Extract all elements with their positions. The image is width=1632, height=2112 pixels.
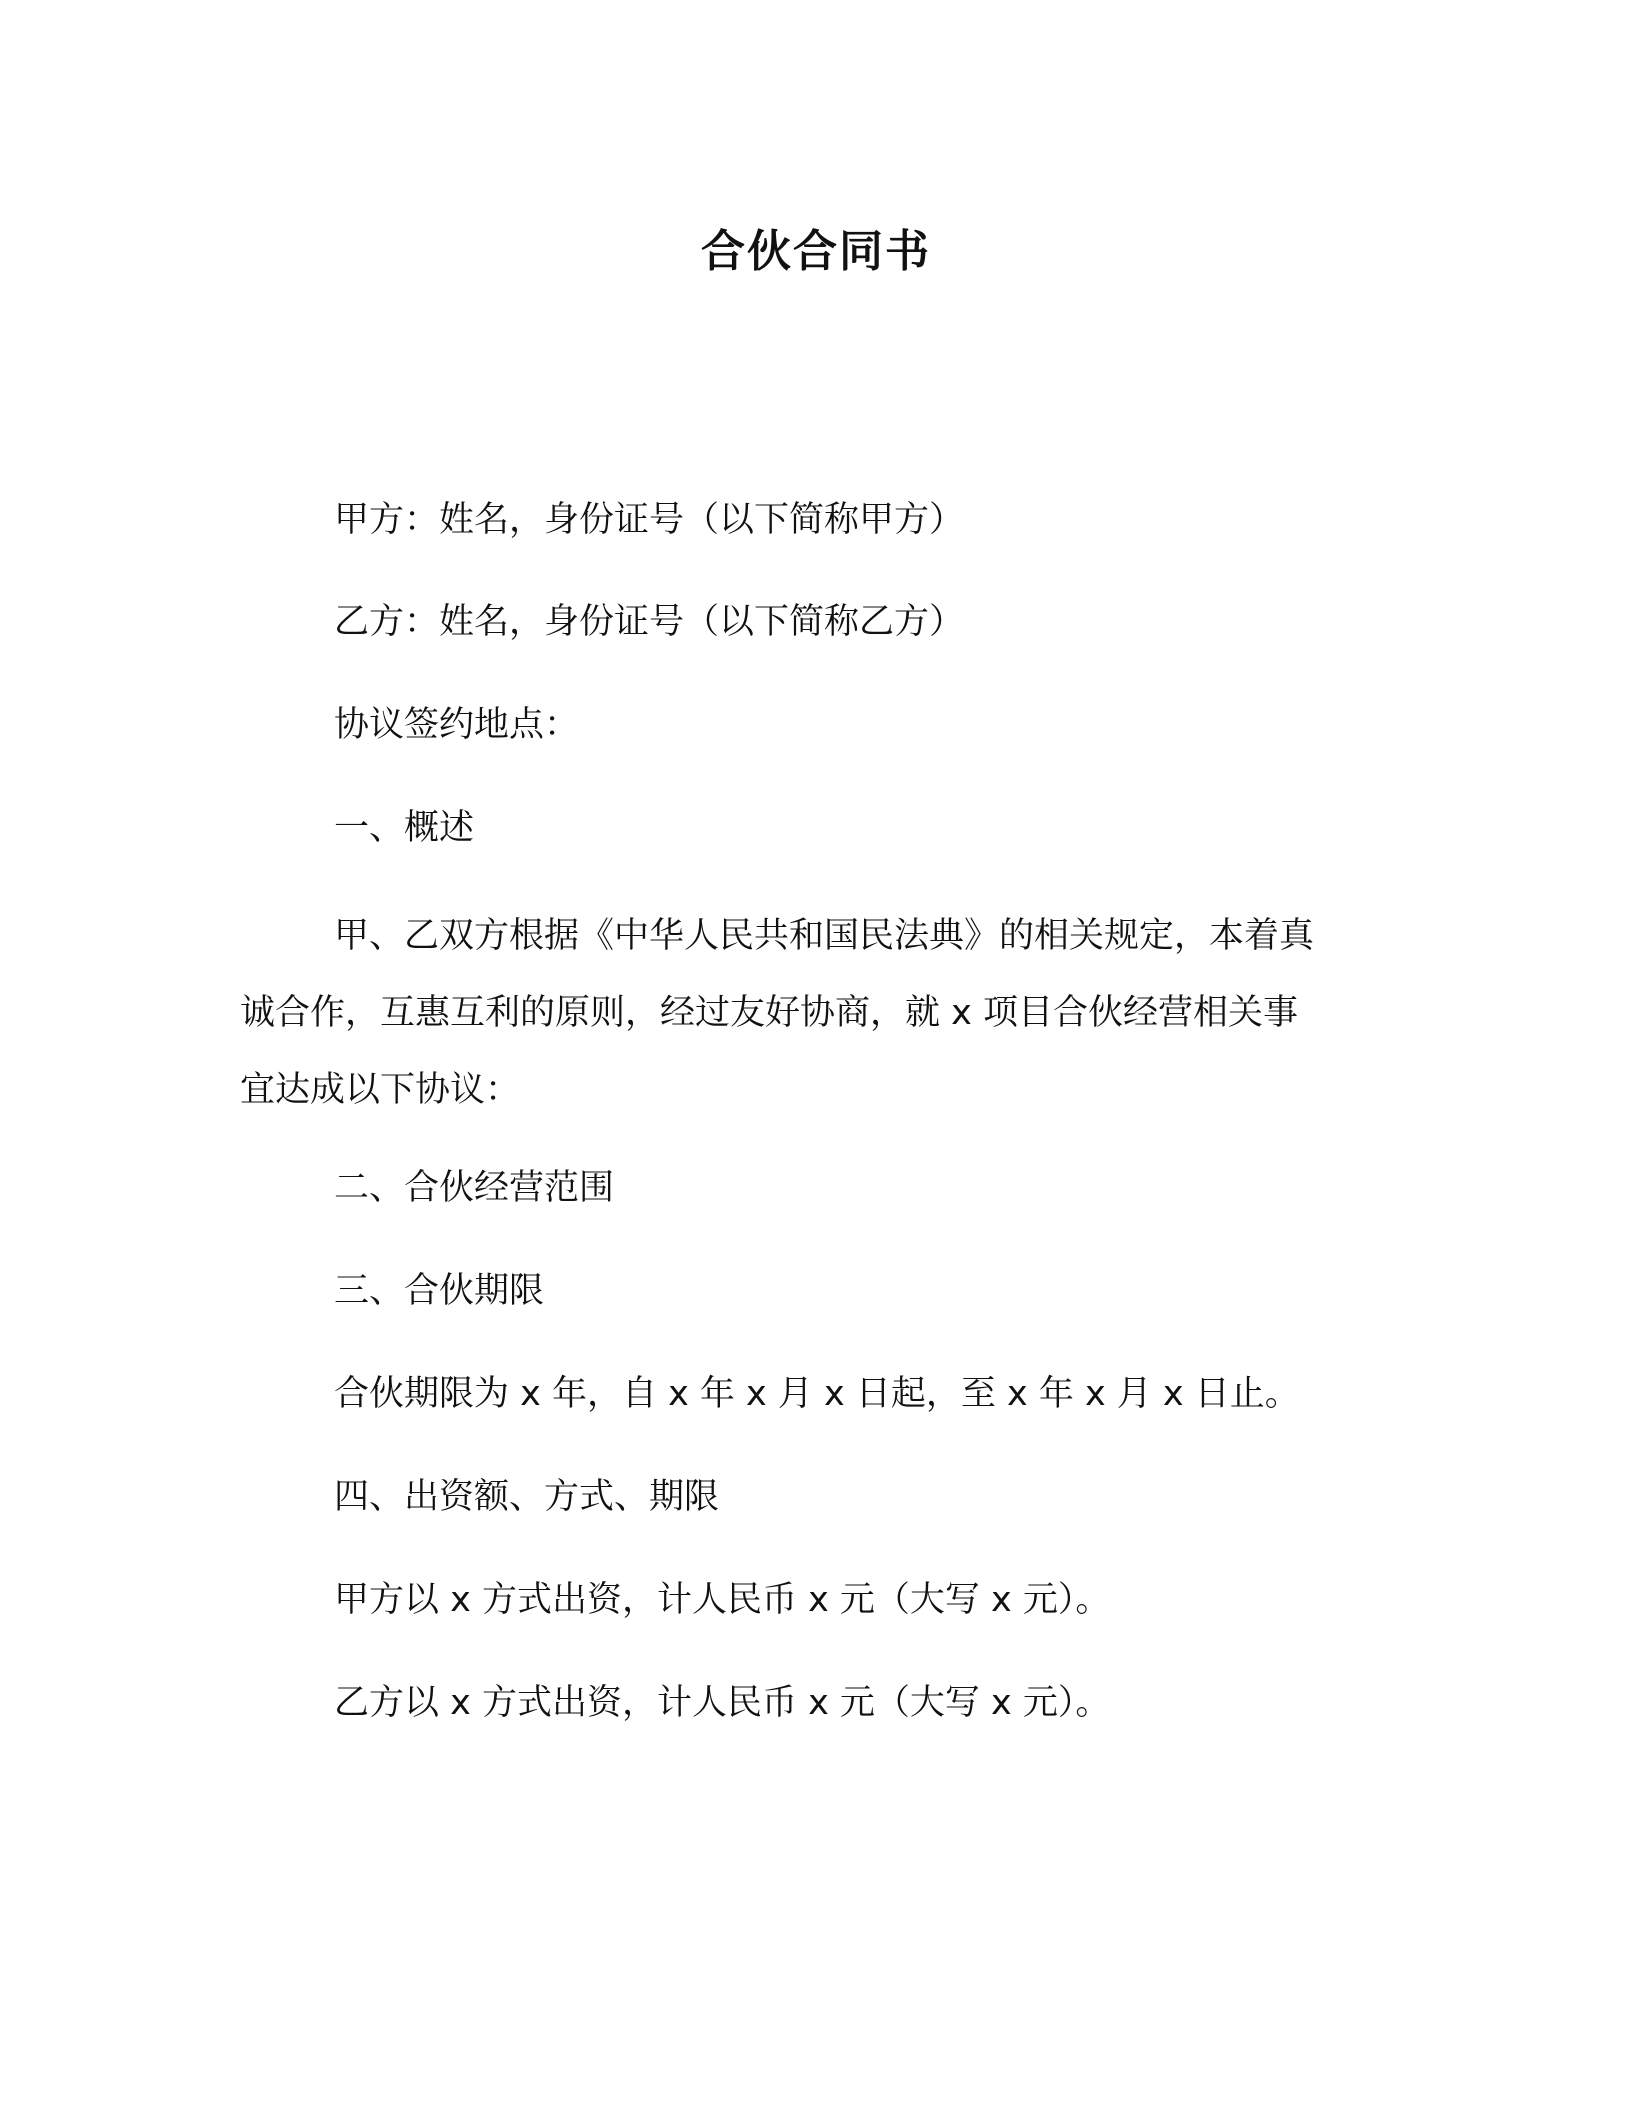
document-title: 合伙合同书 xyxy=(701,226,931,277)
section-1-body-line: 诚合作，互惠互利的原则，经过友好协商，就 x 项目合伙经营相关事 xyxy=(240,993,1298,1033)
section-3-heading: 三、合伙期限 xyxy=(334,1271,545,1311)
party-a-line: 甲方：姓名，身份证号（以下简称甲方） xyxy=(334,500,965,540)
section-4-party-b: 乙方以 x 方式出资，计人民币 x 元（大写 x 元）。 xyxy=(334,1683,1111,1723)
section-1-heading: 一、概述 xyxy=(334,808,475,848)
section-4-party-a: 甲方以 x 方式出资，计人民币 x 元（大写 x 元）。 xyxy=(334,1580,1111,1620)
section-1-body-line: 甲、乙双方根据《中华人民共和国民法典》的相关规定，本着真 xyxy=(334,916,1315,956)
party-b-line: 乙方：姓名，身份证号（以下简称乙方） xyxy=(334,602,965,642)
section-2-heading: 二、合伙经营范围 xyxy=(334,1168,615,1208)
section-1-body xyxy=(240,898,1400,1129)
section-3-body: 合伙期限为 x 年，自 x 年 x 月 x 日起，至 x 年 x 月 x 日止。 xyxy=(334,1374,1300,1414)
signing-place-line: 协议签约地点： xyxy=(334,705,580,745)
section-1-body-line: 宜达成以下协议： xyxy=(240,1070,521,1110)
section-4-heading: 四、出资额、方式、期限 xyxy=(334,1477,720,1517)
